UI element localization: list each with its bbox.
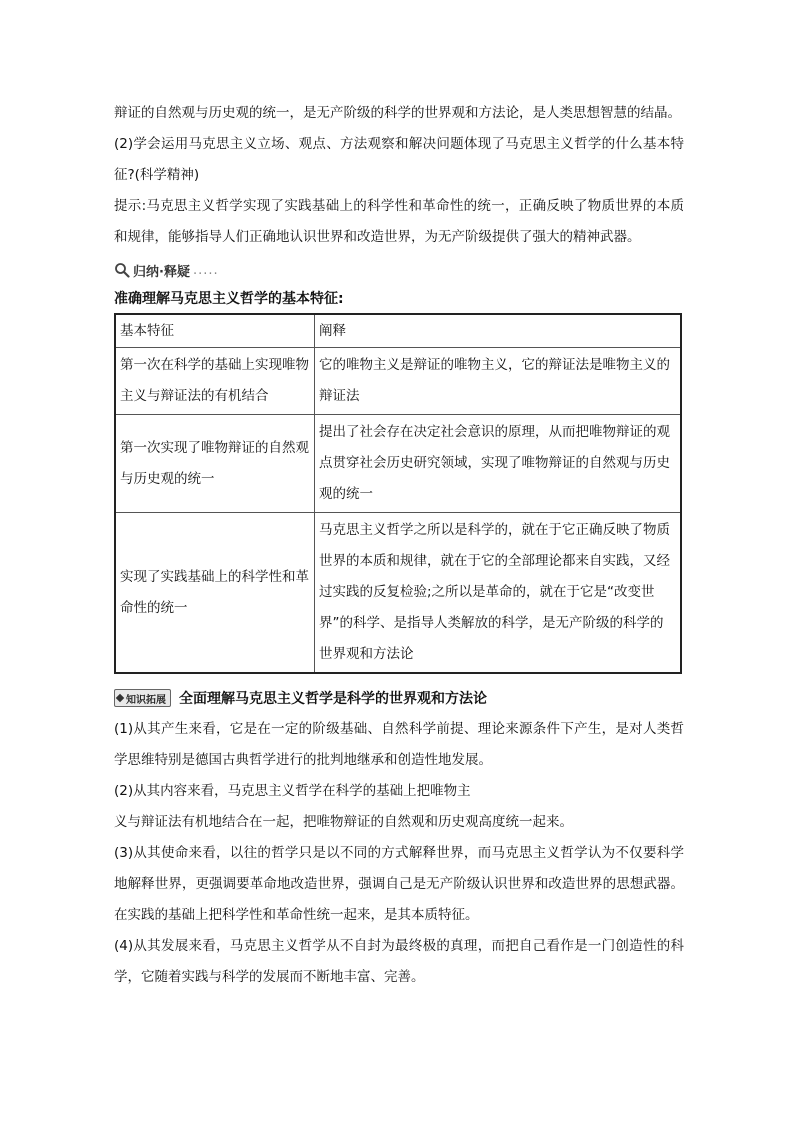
extension-item-2a: (2)从其内容来看，马克思主义哲学在科学的基础上把唯物主 xyxy=(114,783,471,799)
summary-tag-row xyxy=(114,259,684,281)
extension-header xyxy=(114,686,684,710)
extension-badge xyxy=(114,689,171,707)
extension-badge-label: 知识拓展 xyxy=(126,694,166,706)
extension-item-3: (3)从其使命来看，以往的哲学只是以不同的方式解释世界，而马克思主义哲学认为不仅要科学地解释世界，更强调要革命地改造世界，强调自己是无产阶级认识世界和改造世界的思想武器。在实践的基础上把科学性和革命性统一起来，是其本质特征。 xyxy=(114,845,684,923)
explanation-cell: 它的唯物主义是辩证的唯物主义，它的辩证法是唯物主义的辩证法 xyxy=(315,348,682,415)
intro-hint: 提示:马克思主义哲学实现了实践基础上的科学性和革命性的统一，正确反映了物质世界的本质和规律，能够指导人们正确地认识世界和改造世界，为无产阶级提供了强大的精神武器。 xyxy=(114,198,684,245)
table-row xyxy=(115,348,681,415)
feature-cell: 第一次实现了唯物辩证的自然观与历史观的统一 xyxy=(115,415,315,513)
feature-cell: 第一次在科学的基础上实现唯物主义与辩证法的有机结合 xyxy=(115,348,315,415)
table-header-row xyxy=(115,314,681,348)
extension-item-2b: 义与辩证法有机地结合在一起，把唯物辩证的自然观和历史观高度统一起来。 xyxy=(114,814,573,830)
tag-dots-decoration: ..... xyxy=(192,262,219,278)
summary-tag xyxy=(114,261,219,280)
extension-item-4: (4)从其发展来看，马克思主义哲学从不自封为最终极的真理，而把自己看作是一门创造性的科学，它随着实践与科学的发展而不断地丰富、完善。 xyxy=(114,938,684,985)
feature-cell: 实现了实践基础上的科学性和革命性的统一 xyxy=(115,513,315,674)
features-table xyxy=(114,313,682,674)
header-feature: 基本特征 xyxy=(115,314,315,348)
table-heading: 准确理解马克思主义哲学的基本特征: xyxy=(114,291,344,307)
table-row xyxy=(115,513,681,674)
intro-paragraph-1: 辩证的自然观与历史观的统一，是无产阶级的科学的世界观和方法论，是人类思想智慧的结晶。 xyxy=(114,105,681,121)
explanation-cell: 马克思主义哲学之所以是科学的，就在于它正确反映了物质世界的本质和规律，就在于它的全部理论都来自实践，又经过实践的反复检验;之所以是革命的，就在于它是“改变世界”的科学、是指导人类解放的科学，是无产阶级的科学的世界观和方法论 xyxy=(315,513,682,674)
extension-title: 全面理解马克思主义哲学是科学的世界观和方法论 xyxy=(179,691,487,707)
extension-item-1: (1)从其产生来看，它是在一定的阶级基础、自然科学前提、理论来源条件下产生，是对人类哲学思维特别是德国古典哲学进行的批判地继承和创造性地发展。 xyxy=(114,721,684,768)
document-page xyxy=(114,98,684,993)
table-row xyxy=(115,415,681,513)
explanation-cell: 提出了社会存在决定社会意识的原理，从而把唯物辩证的观点贯穿社会历史研究领域，实现了唯物辩证的自然观与历史观的统一 xyxy=(315,415,682,513)
summary-tag-label: 归纳·释疑 xyxy=(133,264,190,280)
magnifier-icon xyxy=(114,262,130,278)
diamond-icon xyxy=(116,694,124,702)
intro-question: (2)学会运用马克思主义立场、观点、方法观察和解决问题体现了马克思主义哲学的什么基本特征?(科学精神) xyxy=(114,136,684,183)
header-explanation: 阐释 xyxy=(315,314,682,348)
